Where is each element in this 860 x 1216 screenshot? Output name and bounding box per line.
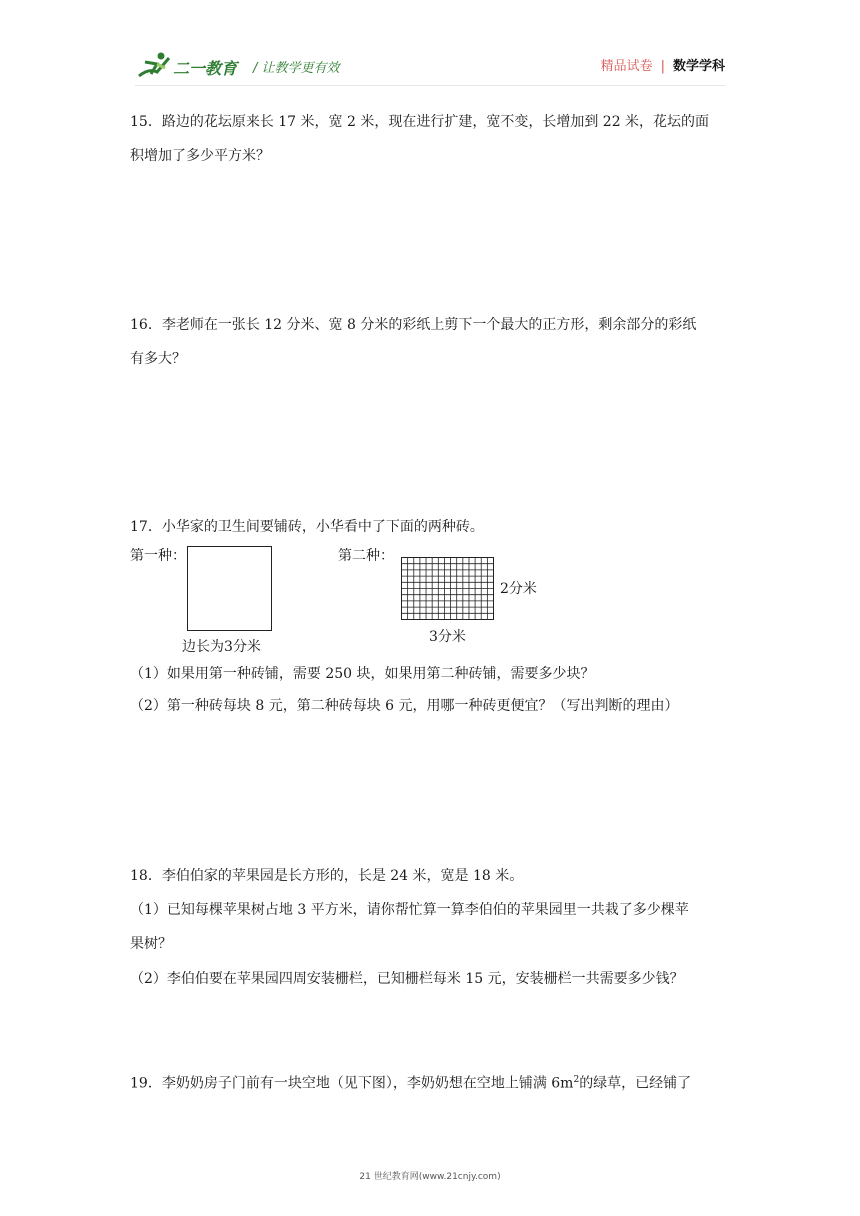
q17-sub2: （2）第一种砖每块 8 元，第二种砖每块 6 元，用哪一种砖更便宜？（写出判断的理由） bbox=[130, 698, 679, 714]
tag-right: 数学学科 bbox=[672, 59, 725, 74]
fig2-label: 第二种： bbox=[338, 548, 394, 564]
q17-line1: 17．小华家的卫生间要铺砖，小华看中了下面的两种砖。 bbox=[130, 519, 484, 535]
q18-sub1-line2: 果树？ bbox=[130, 936, 172, 952]
fig1-label: 第一种： bbox=[130, 548, 186, 564]
q16-line1: 16．李老师在一张长 12 分米、宽 8 分米的彩纸上剪下一个最大的正方形，剩余部分的彩纸 bbox=[130, 317, 697, 333]
q15-line1: 15．路边的花坛原来长 17 米，宽 2 米，现在进行扩建，宽不变，长增加到 22 米，花坛的面 bbox=[130, 114, 710, 130]
header-divider bbox=[135, 85, 725, 86]
q19-line1-b: 的绿草，已经铺了 bbox=[579, 1075, 692, 1092]
q17-figure bbox=[130, 540, 730, 660]
fig2-bottom-label: 3分米 bbox=[429, 629, 466, 645]
header-subject-tag bbox=[601, 55, 725, 74]
q19-line1 bbox=[130, 1066, 730, 1098]
q16-line2: 有多大？ bbox=[130, 351, 186, 367]
q19-line1-a: 19．李奶奶房子门前有一块空地（见下图），李奶奶想在空地上铺满 6m bbox=[130, 1075, 574, 1092]
logo-text: 二一教育 bbox=[173, 59, 238, 78]
tile-grid bbox=[401, 557, 494, 620]
fig2-side-label: 2分米 bbox=[500, 581, 537, 597]
q17-sub1: （1）如果用第一种砖铺，需要 250 块，如果用第二种砖铺，需要多少块？ bbox=[130, 666, 595, 682]
tag-left: 精品试卷 bbox=[600, 59, 653, 74]
slogan: / 让教学更有效 bbox=[253, 61, 340, 76]
runner-logo-icon bbox=[135, 50, 175, 82]
header-logo bbox=[135, 50, 370, 84]
q18-line1: 18．李伯伯家的苹果园是长方形的，长是 24 米，宽是 18 米。 bbox=[130, 868, 524, 884]
q18-sub1-line1: （1）已知每棵苹果树占地 3 平方米，请你帮忙算一算李伯伯的苹果园里一共栽了多少棵苹 bbox=[130, 902, 689, 918]
fig1-caption: 边长为3分米 bbox=[182, 639, 261, 655]
page-footer: 21 世纪教育网(www.21cnjy.com) bbox=[359, 1172, 501, 1182]
q18-sub2: （2）李伯伯要在苹果园四周安装栅栏，已知栅栏每米 15 元，安装栅栏一共需要多少钱？ bbox=[130, 971, 684, 987]
tile-square bbox=[187, 546, 272, 631]
q15-line2: 积增加了多少平方米？ bbox=[130, 148, 270, 164]
tag-separator: | bbox=[660, 59, 665, 74]
q19-sup: 2 bbox=[573, 1075, 580, 1085]
